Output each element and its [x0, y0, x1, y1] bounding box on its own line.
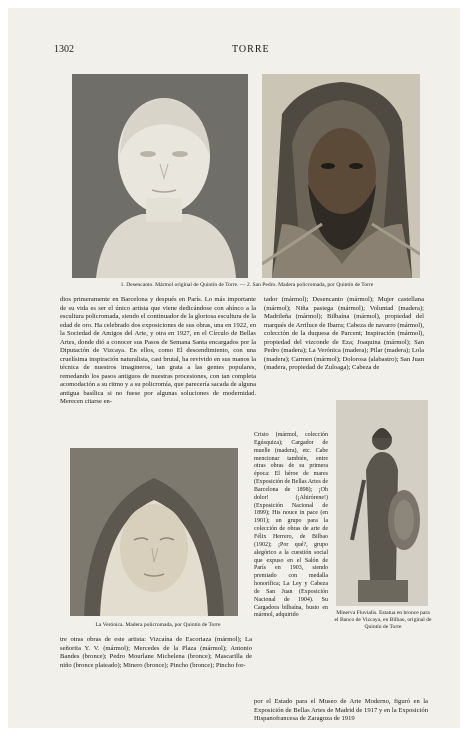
paragraph-bottom-right: por el Estado para el Museo de Arte Moderno, figuró en la Exposición de Bellas Artes de Madrid de 1917 y en la Exposición Hispanofrancesa de Zaragoza de 1919: [254, 698, 428, 722]
page-number: 1302: [54, 44, 74, 55]
photo-san-pedro: [262, 74, 420, 278]
text-narrow-column: [254, 432, 328, 620]
page-header: [54, 44, 444, 58]
caption-veronica: La Verónica. Madera policromada, por Quintín de Torre: [95, 622, 221, 628]
text-right-top: [264, 296, 424, 373]
photo-desencanto: [72, 74, 248, 278]
paragraph-narrow-column: Cristo (mármol, colección Egúsquiza); Cargador de muelle (madera), etc. Cabe mencionar también, entre otras obras de su primera época: El héroe de mares (Exposición de Bellas Artes de Barcelona de 1898); ¡Oh dolor! (¡Ahirórene!) (Exposición Nacional de 1899); His nouce in pace (en 1901); un grupo para la colección de obras de arte de Félix Herrero, de Bilbao (1902); ¡Por qué?, grupo alegórico a la cuestión social que expuso en el Salón de París en 1903, siendo premiado con medalla honorífica; La Ley y Cabeza de San Juan (Exposición Nacional de 1904). Su Cargadora bilbaína, busto en mármol, adquirido: [254, 432, 328, 619]
caption-top-photos: 1. Desencanto. Mármol original de Quintín de Torre. — 2. San Pedro. Madera policromada, por Quintín de Torre: [120, 282, 374, 288]
running-head: TORRE: [232, 44, 270, 55]
photo-veronica: [70, 448, 238, 616]
text-left-top: [60, 296, 256, 407]
paragraph-bottom-left: tre otras obras de este artista: Vizcaína de Escoriaza (mármol); La señorita Y. V. (mármol); Mercedes de la Plaza (mármol); Antonio Bandes (bronce); Pedro Mourlane Michelena (bronce); Mascarilla de niño (bronce plateado); Minero (bronce); Pincho (bronce); Pincho for-: [60, 636, 252, 669]
text-bottom-left: [60, 636, 252, 670]
photo-minerva: [336, 400, 428, 606]
text-bottom-right: [254, 698, 428, 724]
paragraph-right-top: tador (mármol); Desencanto (mármol); Mujer castellana (mármol); Niña pasiega (mármol); Voluntad (madera); Madrileña (mármol); Bilbaína (mármol), propiedad del marqués de Arriluce de Ibarra; Cabeza de navarro (mármol), colección de la duquesa de Parcent; Inspiración (mármol), propiedad del vizconde de Eza; Joaquina (mármol); San Pedro (madera); La Verónica (madera); Pilar (madera); Lola (madera); Carmen (mármol); Dolorosa (alabastro); San Juan (madera, propiedad de Zuloaga); Cabeza de: [264, 296, 424, 371]
paragraph-left-top: dios primeramente en Barcelona y después en París. Lo más importante de su vida es ser el único artista que viene dedicándose con ahínco a la escultura policromada, siendo el continuador de la gloriosa escultura de la edad de oro. Ha celebrado dos exposiciones de sus obras, una en 1922, en la Sociedad de Amigos del Arte, y otra en 1927, en el Círculo de Bellas Artes, donde dió a conocer sus Pasos de Semana Santa encargados por la Diputación de Vizcaya. En ellos, como El descendimiento, con una cruelísima inspiración naturalista, casi brutal, ha revivido en sus manos la técnica de nuestros imagineros, tan grata a las gentes populares, remedando los pasos antiguos de nuestras procesiones, con tan completa acomodación a su ritmo y a su policromía, que parecería sacada de alguna antigua basílica si no fuese por algunas soluciones de modernidad. Merecen citarse en-: [60, 296, 256, 405]
book-page: [8, 8, 460, 728]
caption-minerva: Minerva Fluvialis. Estatua en bronce para el Banco de Vizcaya, en Bilbao, original de Quintín de Torre: [334, 610, 432, 630]
